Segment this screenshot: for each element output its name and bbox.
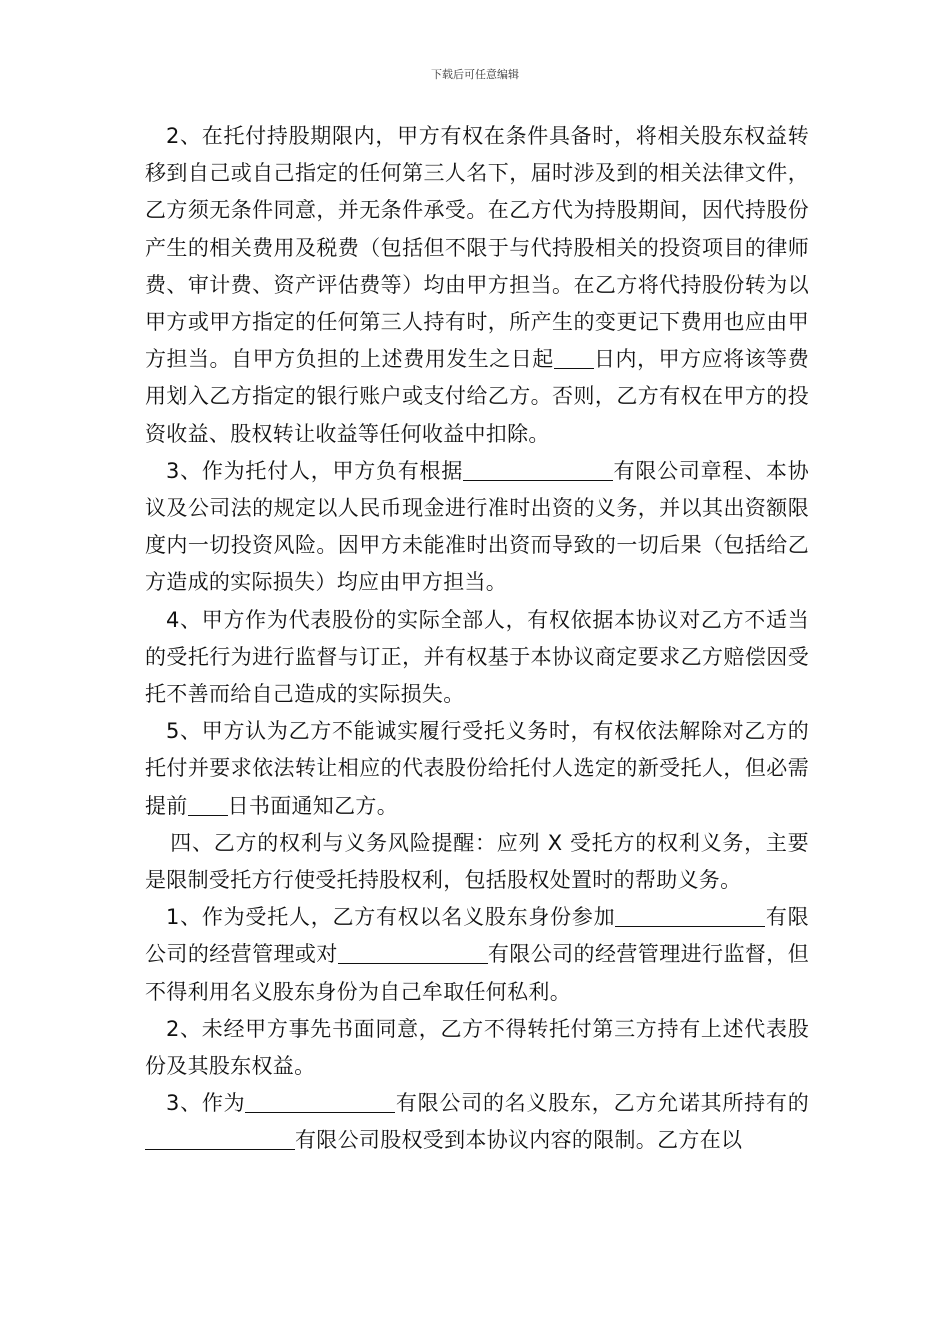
paragraph-text: 有限公司股权受到本协议内容的限制。乙方在以 xyxy=(295,1128,743,1153)
page-header-note: 下载后可任意编辑 xyxy=(431,68,519,81)
fill-blank-company-name[interactable] xyxy=(615,904,765,927)
paragraph-text: 2、未经甲方事先书面同意，乙方不得转托付第三方持有上述代表股份及其股东权益。 xyxy=(145,1016,809,1079)
paragraph-no-sub-delegation xyxy=(145,1011,809,1085)
paragraph-text: 有限公司的经营管理或对 xyxy=(145,905,809,967)
paragraph-nominee-management xyxy=(145,899,809,1011)
paragraph-termination-right xyxy=(145,713,809,825)
fill-blank-company-name[interactable] xyxy=(245,1090,395,1113)
paragraph-text: 4、甲方作为代表股份的实际全部人，有权依据本协议对乙方不适当的受托行为进行监督与订正，并有权基于本协议商定要求乙方赔偿因受托不善而给自己造成的实际损失。 xyxy=(145,607,809,707)
fill-blank-company-name[interactable] xyxy=(463,458,613,481)
paragraph-text: 3、作为托付人，甲方负有根据 xyxy=(166,458,464,483)
paragraph-text: 5、甲方认为乙方不能诚实履行受托义务时，有权依法解除对乙方的托付并要求依法转让相应的代表股份给托付人选定的新受托人，但必需提前 xyxy=(145,719,809,818)
fill-blank-company-name[interactable] xyxy=(338,941,488,964)
paragraph-text: 3、作为 xyxy=(166,1091,246,1116)
paragraph-text: 日书面通知乙方。 xyxy=(227,793,399,818)
paragraph-text: 四、乙方的权利与义务风险提醒：应列 X 受托方的权利义务，主要是限制受托方行使受托持股权利，包括股权处置时的帮助义务。 xyxy=(145,830,809,893)
fill-blank-notice-days[interactable] xyxy=(188,793,228,816)
fill-blank-days[interactable] xyxy=(554,346,594,369)
fill-blank-company-name[interactable] xyxy=(145,1127,295,1150)
section-heading-party-b-rights xyxy=(145,825,809,899)
paragraph-capital-contribution xyxy=(145,453,809,602)
paragraph-text: 2、在托付持股期限内，甲方有权在条件具备时，将相关股东权益转移到自己或自己指定的任何第三人名下，届时涉及到的相关法律文件，乙方须无条件同意，并无条件承受。在乙方代为持股期间，因代持股份产生的相关费用及税费（包括但不限于与代持股相关的投资项目的律师费、审计费、资产评估费等）均由甲方担当。在乙方将代持股份转为以甲方或甲方指定的任何第三人持有时，所产生的变更记下费用也应由甲方担当。自甲方负担的上述费用发生之日起 xyxy=(145,124,809,372)
paragraph-text: 有限公司的经营管理进行监督，但不得利用名义股东身份为自己牟取任何私利。 xyxy=(145,942,809,1004)
paragraph-text: 日内，甲方应将该等费用划入乙方指定的银行账户或支付给乙方。否则，乙方有权在甲方的投资收益、股权转让收益等任何收益中扣除。 xyxy=(145,347,809,446)
document-body xyxy=(145,118,809,1160)
paragraph-supervision-right xyxy=(145,602,809,714)
paragraph-text: 1、作为受托人，乙方有权以名义股东身份参加 xyxy=(166,905,616,930)
paragraph-fee-burden xyxy=(145,118,809,453)
paragraph-equity-restriction xyxy=(145,1085,809,1159)
paragraph-text: 有限公司的名义股东，乙方允诺其所持有的 xyxy=(395,1091,810,1116)
paragraph-text: 有限公司章程、本协议及公司法的规定以人民币现金进行准时出资的义务，并以其出资额限度内一切投资风险。因甲方未能准时出资而导致的一切后果（包括给乙方造成的实际损失）均应由甲方担当。 xyxy=(145,458,809,595)
